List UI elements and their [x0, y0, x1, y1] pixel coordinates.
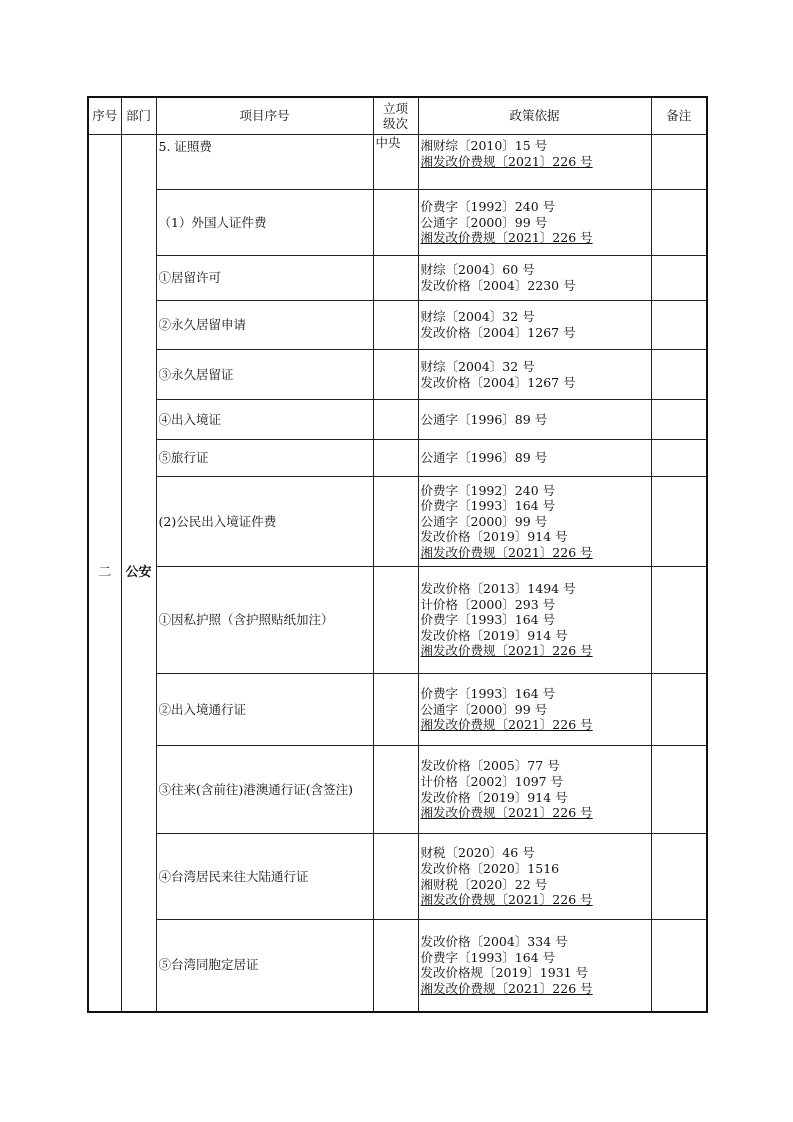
policy-document-ref: 湘发改价费规〔2021〕226 号 [420, 230, 593, 246]
header-policy: 政策依据 [418, 97, 651, 135]
policy-document-ref: 湘发改价费规〔2021〕226 号 [420, 544, 593, 560]
policy-document-ref: 价费字〔1993〕164 号 [420, 686, 556, 702]
policy-document-ref: 发改价格〔2004〕334 号 [420, 934, 568, 950]
level-cell [373, 350, 418, 400]
policy-document-ref: 公通字〔2000〕99 号 [420, 513, 548, 529]
table-row [88, 301, 707, 350]
level-cell [373, 256, 418, 301]
remark-cell [651, 256, 707, 301]
header-item: 项目序号 [156, 97, 373, 135]
remark-cell [651, 135, 707, 190]
level-cell: 中央 [373, 135, 418, 190]
table-row [88, 135, 707, 190]
policy-cell [418, 301, 651, 350]
remark-cell [651, 190, 707, 256]
item-cell: ④台湾居民来往大陆通行证 [156, 834, 373, 920]
item-cell: ③往来(含前往)港澳通行证(含签注) [156, 746, 373, 834]
table-row [88, 834, 707, 920]
policy-document-ref: 公通字〔2000〕99 号 [420, 701, 548, 717]
policy-document-ref: 公通字〔1996〕89 号 [420, 411, 548, 427]
policy-document-ref: 湘发改价费规〔2021〕226 号 [420, 717, 593, 733]
table-row [88, 674, 707, 746]
policy-document-ref: 价费字〔1993〕164 号 [420, 498, 556, 514]
table-body [88, 135, 707, 1012]
policy-cell [418, 567, 651, 674]
item-cell: ①居留许可 [156, 256, 373, 301]
remark-cell [651, 746, 707, 834]
table-header-row [88, 97, 707, 135]
level-cell [373, 920, 418, 1012]
remark-cell [651, 674, 707, 746]
remark-cell [651, 920, 707, 1012]
policy-cell [418, 256, 651, 301]
policy-document-ref: 财综〔2004〕60 号 [420, 262, 535, 278]
policy-document-ref: 发改价格〔2004〕2230 号 [420, 278, 576, 293]
policy-document-ref: 价费字〔1992〕240 号 [420, 482, 556, 498]
item-cell: （1）外国人证件费 [156, 190, 373, 256]
policy-cell [418, 674, 651, 746]
policy-document-ref: 发改价格〔2019〕914 号 [420, 627, 568, 643]
header-seq: 序号 [88, 97, 121, 135]
policy-document-ref: 发改价格〔2004〕1267 号 [420, 374, 576, 390]
remark-cell [651, 440, 707, 477]
item-cell: ④出入境证 [156, 400, 373, 440]
remark-cell [651, 834, 707, 920]
table-row [88, 920, 707, 1012]
remark-cell [651, 400, 707, 440]
policy-document-ref: 湘发改价费规〔2021〕226 号 [420, 980, 593, 996]
item-cell: 5. 证照费 [156, 135, 373, 190]
table-row [88, 256, 707, 301]
policy-cell [418, 190, 651, 256]
policy-document-ref: 发改价格〔2005〕77 号 [420, 758, 560, 774]
policy-document-ref: 价费字〔1993〕164 号 [420, 949, 556, 965]
header-level-line2: 级次 [382, 116, 408, 131]
policy-document-ref: 湘发改价费规〔2021〕226 号 [420, 643, 593, 659]
policy-cell [418, 135, 651, 190]
policy-document-ref: 湘发改价费规〔2021〕226 号 [420, 892, 593, 908]
item-cell: ⑤台湾同胞定居证 [156, 920, 373, 1012]
remark-cell [651, 350, 707, 400]
level-cell [373, 301, 418, 350]
item-cell: ②出入境通行证 [156, 674, 373, 746]
table-row [88, 440, 707, 477]
policy-document-ref: 价费字〔1993〕164 号 [420, 612, 556, 628]
header-level [373, 97, 418, 135]
item-cell: ①因私护照（含护照贴纸加注） [156, 567, 373, 674]
policy-document-ref: 财综〔2004〕32 号 [420, 309, 535, 325]
level-cell [373, 440, 418, 477]
policy-document-ref: 财综〔2004〕32 号 [420, 358, 535, 374]
table-row [88, 477, 707, 567]
policy-document-ref: 发改价格〔2020〕1516 [420, 860, 560, 876]
policy-document-ref: 发改价格〔2019〕914 号 [420, 789, 568, 805]
policy-document-ref: 计价格〔2000〕293 号 [420, 596, 556, 612]
group-seq-cell: 二 [88, 135, 121, 1012]
policy-document-ref: 发改价格〔2004〕1267 号 [420, 325, 576, 340]
level-cell [373, 746, 418, 834]
policy-document-ref: 发改价格〔2019〕914 号 [420, 529, 568, 545]
policy-document-ref: 价费字〔1992〕240 号 [420, 199, 556, 215]
policy-document-ref: 发改价格规〔2019〕1931 号 [420, 965, 589, 981]
policy-cell [418, 834, 651, 920]
policy-document-ref: 财税〔2020〕46 号 [420, 845, 535, 861]
table-row [88, 567, 707, 674]
item-cell: ③永久居留证 [156, 350, 373, 400]
table-row [88, 746, 707, 834]
header-dept: 部门 [121, 97, 156, 135]
policy-document-ref: 湘发改价费规〔2021〕226 号 [420, 153, 593, 169]
policy-document-ref: 湘财综〔2010〕15 号 [420, 138, 548, 153]
level-cell [373, 674, 418, 746]
item-cell: ⑤旅行证 [156, 440, 373, 477]
remark-cell [651, 301, 707, 350]
level-cell [373, 477, 418, 567]
table-row [88, 400, 707, 440]
group-dept-cell: 公安 [121, 135, 156, 1012]
header-level-line1: 立项 [382, 101, 408, 116]
item-cell: ②永久居留申请 [156, 301, 373, 350]
remark-cell [651, 567, 707, 674]
table-row [88, 190, 707, 256]
policy-cell [418, 920, 651, 1012]
policy-cell [418, 440, 651, 477]
header-remark: 备注 [651, 97, 707, 135]
remark-cell [651, 477, 707, 567]
policy-document-ref: 公通字〔2000〕99 号 [420, 214, 548, 230]
policy-cell [418, 477, 651, 567]
policy-document-ref: 公通字〔1996〕89 号 [420, 450, 548, 466]
level-cell [373, 834, 418, 920]
policy-cell [418, 746, 651, 834]
policy-cell [418, 350, 651, 400]
policy-cell [418, 400, 651, 440]
policy-document-ref: 湘财税〔2020〕22 号 [420, 876, 548, 892]
policy-document-ref: 计价格〔2002〕1097 号 [420, 773, 564, 789]
policy-document-ref: 湘发改价费规〔2021〕226 号 [420, 805, 593, 821]
level-cell [373, 567, 418, 674]
table-row [88, 350, 707, 400]
item-cell: (2)公民出入境证件费 [156, 477, 373, 567]
policy-document-ref: 发改价格〔2013〕1494 号 [420, 581, 576, 597]
level-cell [373, 190, 418, 256]
fee-policy-table [87, 96, 708, 1013]
level-cell [373, 400, 418, 440]
